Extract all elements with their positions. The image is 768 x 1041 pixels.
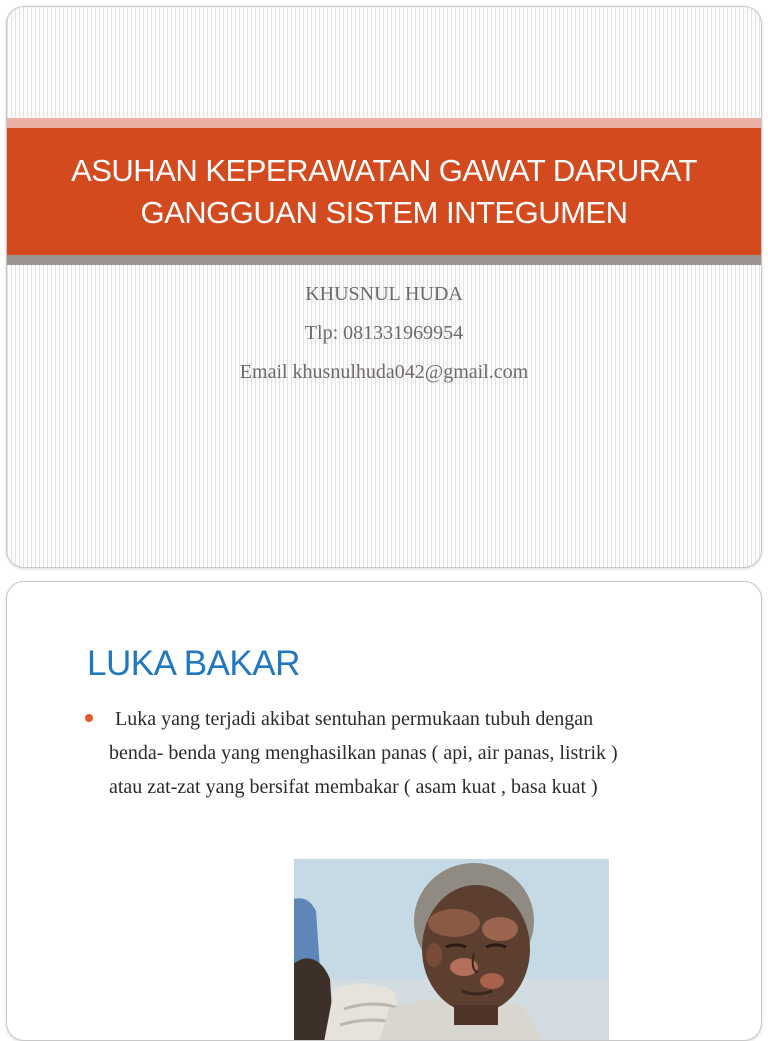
content-slide: [6, 581, 762, 1041]
bullet-line-1: Luka yang terjadi akibat sentuhan permukaan tubuh dengan: [115, 708, 594, 730]
author-phone: Tlp: 081331969954: [304, 322, 464, 344]
slide-title-line-2: GANGGUAN SISTEM INTEGUMEN: [140, 194, 628, 230]
author-email: Email khusnulhuda042@gmail.com: [239, 361, 529, 383]
slide-heading: LUKA BAKAR: [87, 644, 300, 683]
bullet-item: [85, 702, 735, 804]
bullet-line-2: benda- benda yang menghasilkan panas ( api, air panas, listrik ): [109, 742, 618, 764]
title-band-bottom-stripe: [7, 255, 761, 265]
bullet-line-3: atau zat-zat yang bersifat membakar ( asam kuat , basa kuat ): [109, 776, 598, 798]
slide-title-line-1: ASUHAN KEPERAWATAN GAWAT DARURAT: [71, 152, 697, 188]
bullet-text: [109, 702, 735, 804]
title-band: [7, 128, 761, 255]
author-name: KHUSNUL HUDA: [305, 283, 463, 305]
burn-victim-photo: [294, 859, 609, 1041]
title-band-top-stripe: [7, 118, 761, 128]
subtitle-block: [7, 275, 761, 392]
burn-victim-face-illustration: [294, 859, 609, 1041]
title-slide: [6, 6, 762, 568]
bullet-dot-icon: [85, 714, 93, 722]
